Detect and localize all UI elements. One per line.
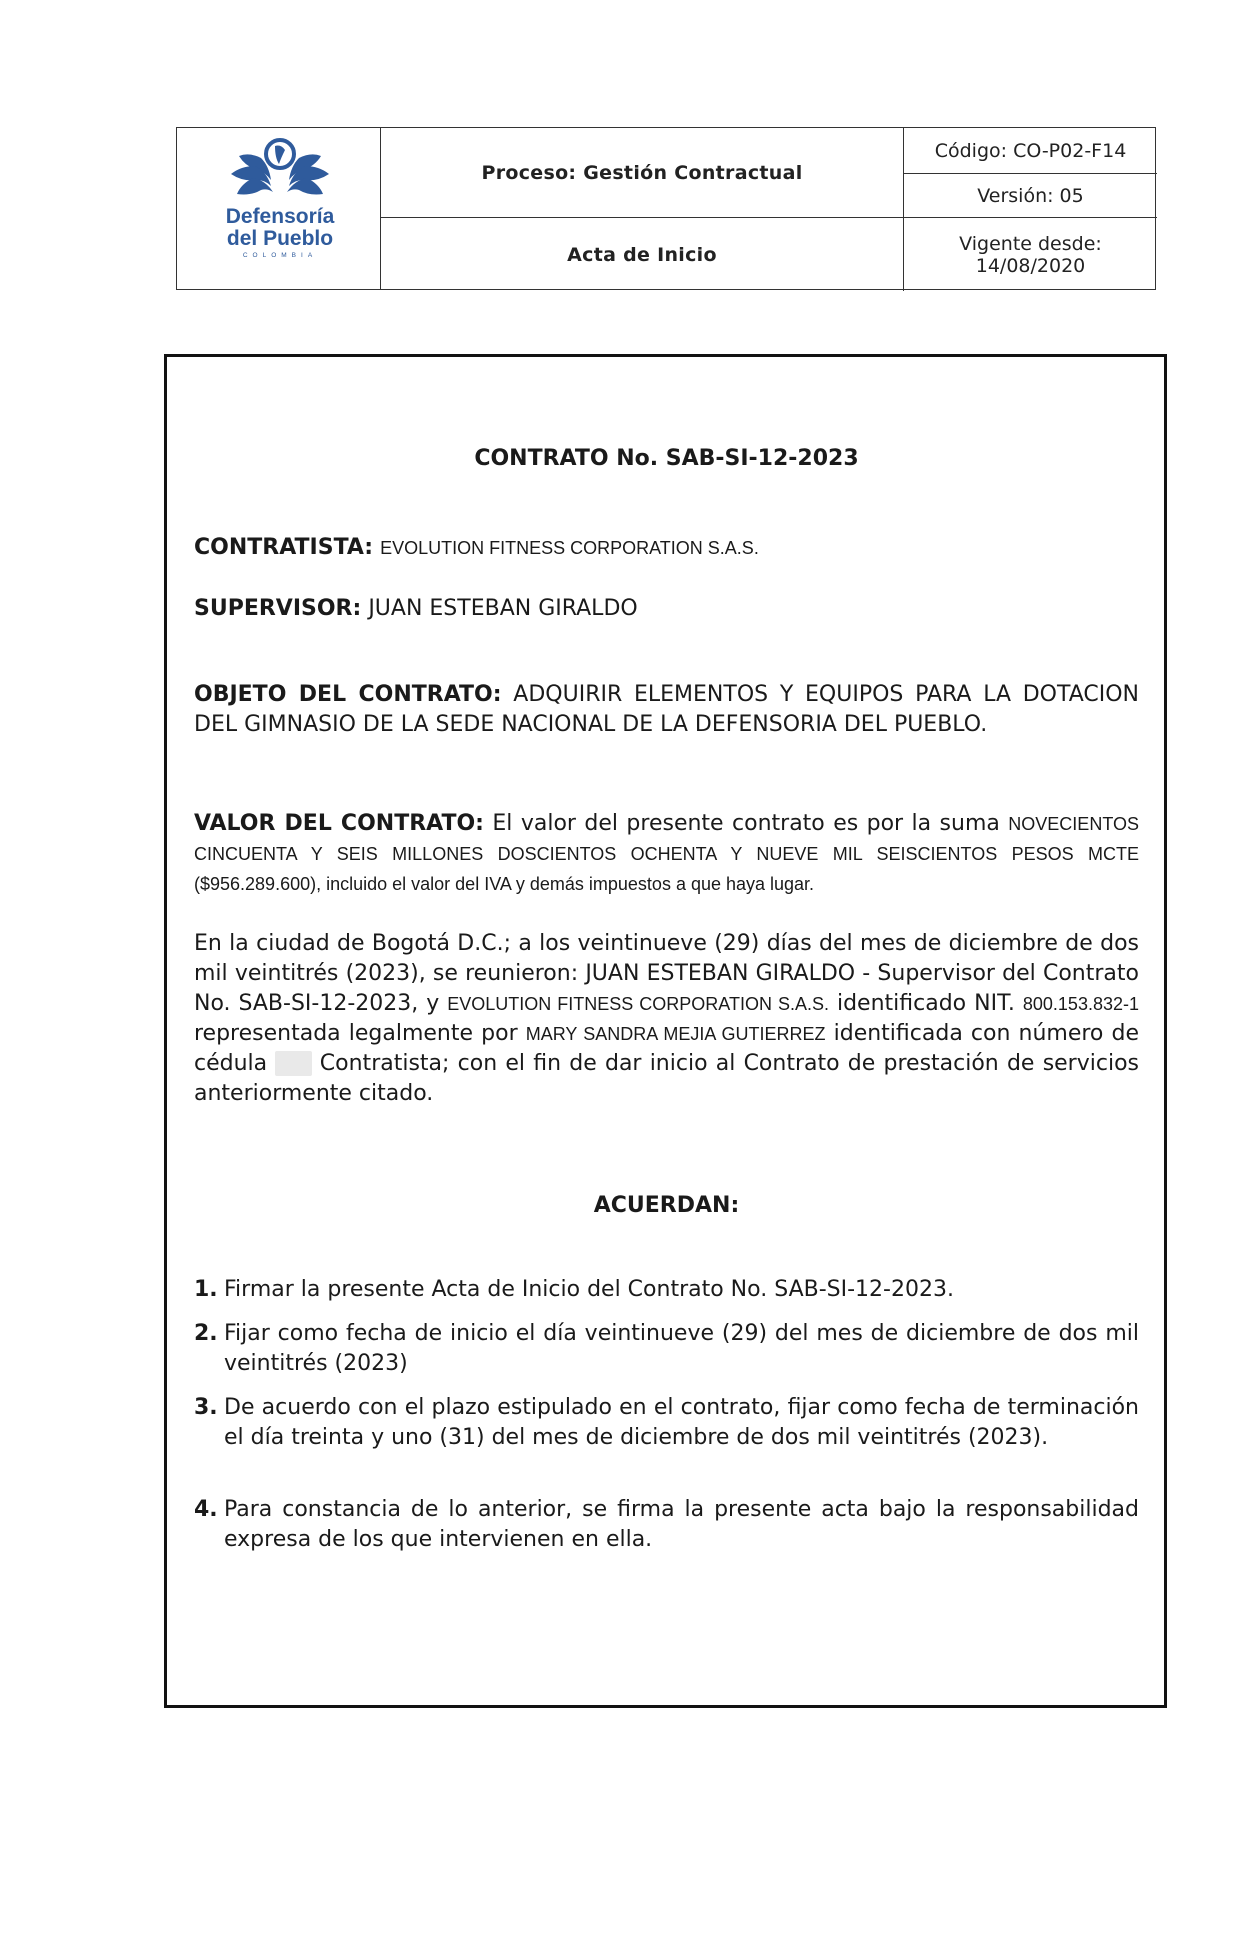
intro-part2: identificado NIT. bbox=[836, 991, 1015, 1016]
code-label: Código: CO-P02-F14 bbox=[934, 139, 1127, 162]
value-label: VALOR DEL CONTRATO: bbox=[194, 811, 484, 836]
logo-text-line1: Defensoría bbox=[225, 205, 335, 228]
intro-paragraph bbox=[194, 929, 1139, 1109]
agreement-heading: ACUERDAN: bbox=[593, 1193, 740, 1218]
agreement-item-text: De acuerdo con el plazo estipulado en el contrato, fijar como fecha de terminación el día treinta y uno (31) del mes de diciembre de dos mil veintitrés (2023). bbox=[224, 1395, 1139, 1450]
intro-company: EVOLUTION FITNESS CORPORATION S.A.S. bbox=[447, 994, 829, 1014]
contract-title: CONTRATO No. SAB-SI-12-2023 bbox=[474, 446, 859, 471]
agreement-item-number: 3. bbox=[194, 1395, 218, 1420]
value-intro: El valor del presente contrato es por la suma bbox=[492, 811, 1000, 836]
redacted-id: S 9 bbox=[275, 1051, 312, 1076]
version-cell bbox=[904, 174, 1157, 218]
agreement-item-4 bbox=[194, 1495, 1139, 1555]
document-header-table bbox=[176, 127, 1156, 290]
intro-representative: MARY SANDRA MEJIA GUTIERREZ bbox=[525, 1024, 826, 1044]
contract-body bbox=[164, 354, 1167, 1708]
object-label: OBJETO DEL CONTRATO: bbox=[194, 682, 502, 707]
intro-part3: representada legalmente por bbox=[194, 1021, 518, 1046]
agreement-item-number: 1. bbox=[194, 1277, 218, 1302]
agreement-item-text: Fijar como fecha de inicio el día veintinueve (29) del mes de diciembre de dos mil veintitrés (2023) bbox=[224, 1321, 1139, 1376]
document-type-label: Acta de Inicio bbox=[567, 243, 717, 266]
process-label: Proceso: Gestión Contractual bbox=[481, 161, 803, 184]
logo-text-line2: del Pueblo bbox=[226, 227, 334, 250]
supervisor-line bbox=[194, 594, 1139, 624]
agreement-item-number: 2. bbox=[194, 1321, 218, 1346]
contractor-label: CONTRATISTA: bbox=[194, 535, 374, 560]
defensoria-logo bbox=[205, 136, 355, 276]
agreement-item-text: Firmar la presente Acta de Inicio del Contrato No. SAB-SI-12-2023. bbox=[224, 1277, 954, 1302]
agreement-item-text: Para constancia de lo anterior, se firma la presente acta bajo la responsabilidad expresa de los que intervienen en ella. bbox=[224, 1497, 1139, 1552]
intro-nit: 800.153.832-1 bbox=[1022, 994, 1139, 1014]
object-value: ADQUIRIR ELEMENTOS Y EQUIPOS PARA LA DOTACION DEL GIMNASIO DE LA SEDE NACIONAL DE LA DEFENSORIA DEL PUEBLO. bbox=[194, 682, 1140, 737]
supervisor-value: JUAN ESTEBAN GIRALDO bbox=[368, 596, 638, 621]
value-paragraph bbox=[194, 809, 1139, 899]
contractor-line bbox=[194, 533, 1139, 563]
agreement-item-number: 4. bbox=[194, 1497, 218, 1522]
object-paragraph bbox=[194, 680, 1139, 740]
logo-country: COLOMBIA bbox=[242, 252, 318, 259]
agreement-item-3 bbox=[194, 1393, 1139, 1453]
document-type-cell bbox=[381, 218, 904, 291]
logo-cell bbox=[177, 128, 381, 289]
code-cell bbox=[904, 128, 1157, 174]
intro-part4: identificada con número de cédula bbox=[194, 1021, 1140, 1076]
intro-part1: En la ciudad de Bogotá D.C.; a los veintinueve (29) días del mes de diciembre de dos mil veintitrés (2023), se reunieron: JUAN ESTEBAN GIRALDO - Supervisor del Contrato No. SAB-SI-12-2023, y bbox=[194, 931, 1139, 1016]
value-words: NOVECIENTOS CINCUENTA Y SEIS MILLONES DOSCIENTOS OCHENTA Y NUEVE MIL SEISCIENTOS PESOS MCTE ($956.289.600), incluido el valor del IVA y demás impuestos a que haya lugar. bbox=[194, 814, 1139, 894]
supervisor-label: SUPERVISOR: bbox=[194, 596, 362, 621]
agreement-item-1 bbox=[194, 1275, 1139, 1305]
valid-from-date: 14/08/2020 bbox=[975, 254, 1086, 277]
intro-part5: Contratista; con el fin de dar inicio al Contrato de prestación de servicios anteriormente citado. bbox=[194, 1051, 1139, 1106]
version-label: Versión: 05 bbox=[977, 184, 1084, 207]
valid-from-cell bbox=[904, 218, 1157, 291]
valid-from-label: Vigente desde: bbox=[959, 232, 1102, 255]
process-cell bbox=[381, 128, 904, 218]
contractor-value: EVOLUTION FITNESS CORPORATION S.A.S. bbox=[380, 538, 759, 558]
agreement-item-2 bbox=[194, 1319, 1139, 1379]
dove-hands-emblem-icon bbox=[225, 136, 335, 202]
